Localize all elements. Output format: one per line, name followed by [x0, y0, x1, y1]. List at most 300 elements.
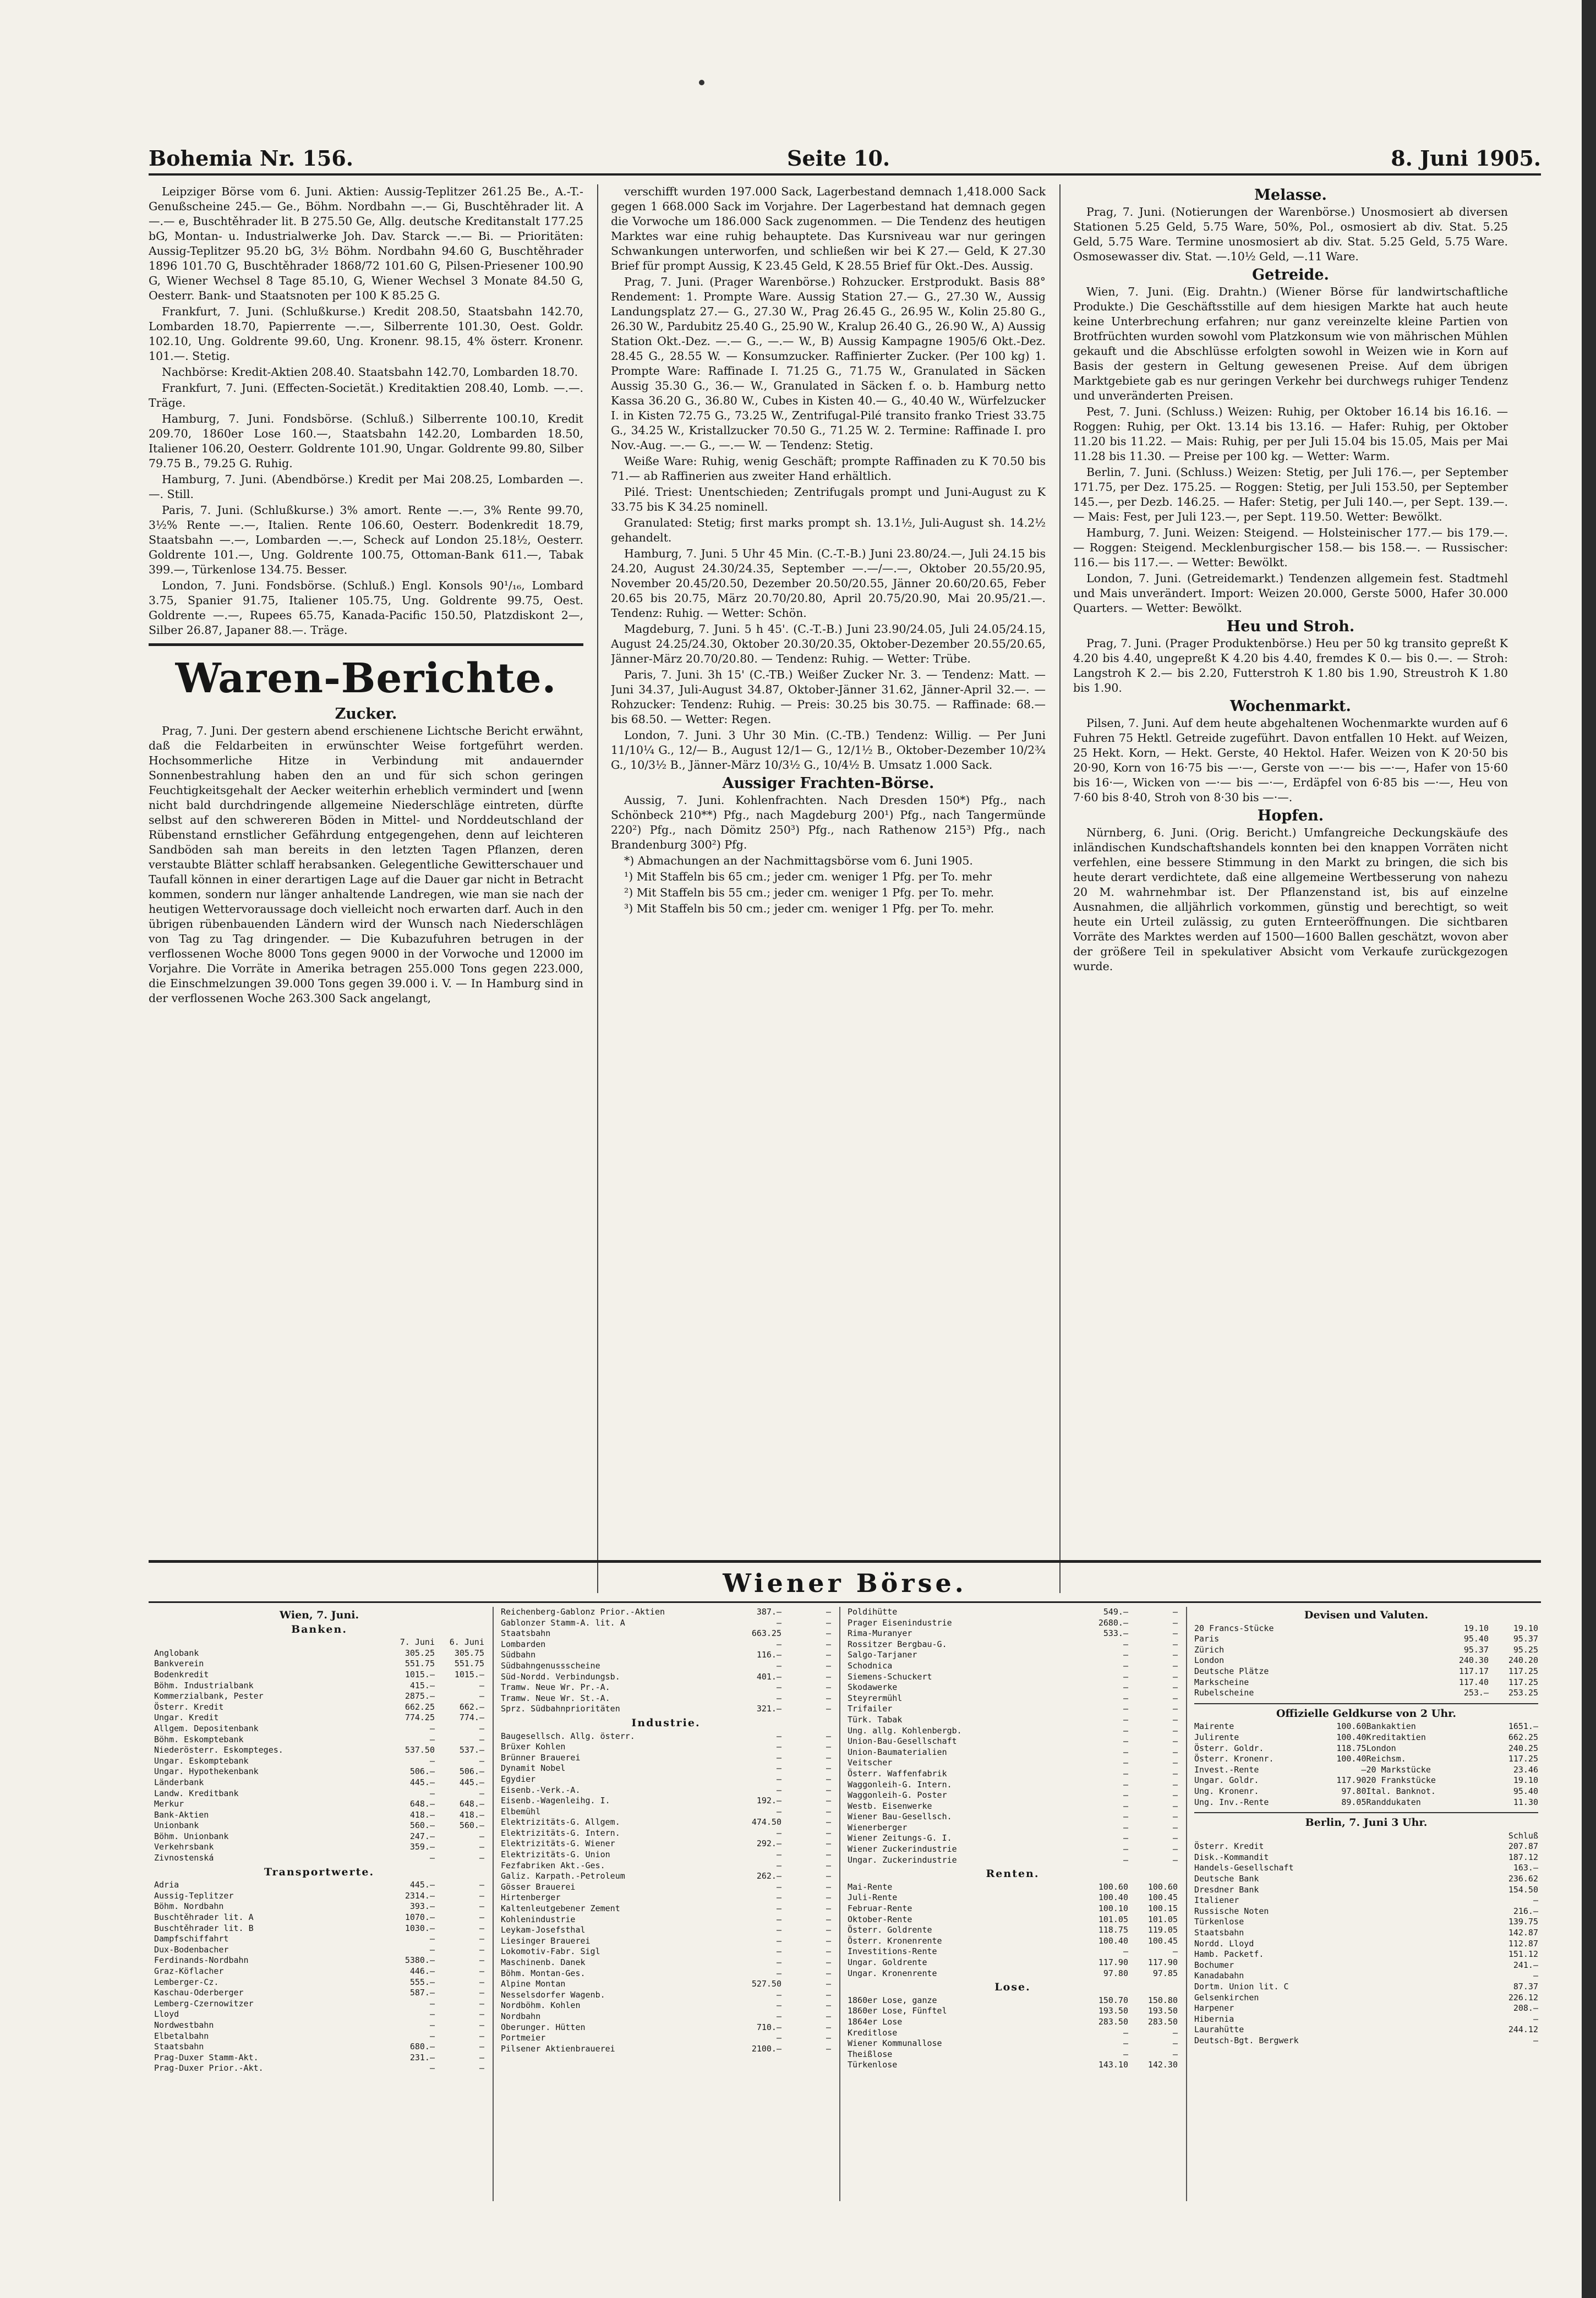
row-value: 401.— — [756, 1671, 781, 1682]
row-label: Aussig-Teplitzer — [154, 1890, 234, 1901]
row-value: 89.05 — [1341, 1797, 1367, 1807]
table-row — [501, 1785, 831, 1796]
row-value: 305.25 — [405, 1648, 435, 1658]
row-value: — — [826, 1704, 831, 1714]
market-report: London, 7. Juni. (Getreidemarkt.) Tendenzen allgemein fest. Stadtmehl und Mais unverändert. Import: Weizen 20.000, Gerste 5000, Hafer 30.000 Quarters. — Wetter: Bewölkt. — [1073, 572, 1508, 615]
row-value: — — [479, 1880, 484, 1890]
table-row — [1194, 1917, 1538, 1928]
row-value: 100.40 — [1336, 1732, 1367, 1742]
row-label: Dux-Bodenbacher — [154, 1944, 229, 1955]
row-value: — — [826, 2000, 831, 2011]
row-value: — — [1172, 1854, 1178, 1865]
row-label: Nordwestbahn — [154, 2020, 214, 2030]
row-value: 163.— — [1513, 1863, 1538, 1873]
row-label: Prag-Duxer Stamm-Akt. — [154, 2052, 259, 2062]
row-value: — — [826, 1763, 831, 1774]
row-value: 240.25 — [1508, 1743, 1538, 1753]
row-value: 117.90 — [1098, 1957, 1128, 1967]
row-value: 95.37 — [1463, 1644, 1489, 1655]
row-value: 143.10 — [1098, 2060, 1128, 2070]
table-row — [154, 1745, 484, 1756]
row-label: Veitscher — [848, 1758, 893, 1768]
table-row — [1194, 1874, 1538, 1885]
row-value: 95.40 — [1463, 1634, 1489, 1644]
row-value: 100.45 — [1147, 1935, 1178, 1946]
row-value: 648.— — [459, 1799, 484, 1809]
table-row — [1194, 1623, 1538, 1634]
row-label: Staatsbahn — [1194, 1928, 1244, 1938]
row-label: Baugesellsch. Allg. österr. — [501, 1731, 635, 1741]
row-value: — — [826, 1850, 831, 1860]
row-value: 5380.— — [405, 1955, 435, 1966]
row-label: Mai-Rente — [848, 1881, 893, 1892]
table-row — [1194, 1906, 1538, 1917]
table-row — [501, 1607, 831, 1618]
row-value: 774.— — [459, 1712, 484, 1723]
row-label: Zivnostenská — [154, 1853, 214, 1863]
row-value: — — [1172, 2038, 1178, 2049]
row-value: — — [479, 1842, 484, 1852]
page-edge-shadow — [1582, 0, 1596, 2298]
row-value: — — [826, 1682, 831, 1693]
table-row — [848, 1968, 1178, 1979]
row-value: — — [1123, 1704, 1128, 1714]
row-value: Randdukaten — [1366, 1797, 1421, 1807]
row-value: — — [429, 1934, 435, 1944]
row-label: Ung. Kronenr. — [1194, 1786, 1259, 1796]
row-label: Oktober-Rente — [848, 1914, 912, 1924]
row-value: — — [776, 1925, 781, 1935]
row-value: Bankaktien — [1366, 1721, 1416, 1732]
row-value: — — [479, 2031, 484, 2041]
row-value: 97.80 — [1341, 1786, 1367, 1796]
table-row — [154, 2063, 484, 2074]
row-value: — — [826, 1957, 831, 1967]
table-row — [154, 1912, 484, 1923]
row-value: — — [826, 1742, 831, 1752]
row-value: 418.— — [409, 1809, 435, 1820]
market-report: Magdeburg, 7. Juni. 5 h 45'. (C.-T.-B.) Juni 23.90/24.05, Juli 24.05/24.15, August 24.25/24.30, Oktober 20.30/20.35, Oktober-Dezember 20.55/20.65, Jänner-März 20.70/20.80. — Tendenz: Ruhig. — Wetter: Trübe. — [611, 622, 1046, 665]
row-value: 117.25 — [1508, 1677, 1538, 1687]
table-row — [501, 1763, 831, 1774]
column-1 — [149, 184, 583, 1549]
lose-title: Lose. — [994, 1981, 1031, 1994]
row-label: Tramw. Neue Wr. St.-A. — [501, 1693, 610, 1703]
boerse-col-banken — [154, 1607, 484, 2074]
table-row — [154, 1712, 484, 1724]
table-row — [1194, 1895, 1538, 1906]
row-label: Österr. Kredit — [154, 1701, 224, 1712]
row-value: — — [1172, 1768, 1178, 1779]
row-value: — — [776, 1731, 781, 1741]
table-row — [1194, 1960, 1538, 1971]
row-label: Unionbank — [154, 1820, 199, 1831]
row-value: — — [1172, 1736, 1178, 1747]
row-value: 1651.— — [1508, 1721, 1538, 1732]
table-row — [1194, 1743, 1538, 1754]
row-value: — — [1123, 1725, 1128, 1736]
table-row — [848, 1892, 1178, 1903]
row-label: Ungar. Eskomptebank — [154, 1755, 249, 1766]
wochenmarkt-text: Pilsen, 7. Juni. Auf dem heute abgehaltenen Wochenmarkte wurden auf 6 Fuhren 75 Hektl. Getreide zugeführt. Davon entfallen 10 Hekt. auf Weizen, 25 Hekt. Korn, — Hekt. Gerste, 40 Hektol. Hafer. Weizen von K 20·50 bis 20·90, Korn von 16·75 bis —·—, Gerste von —·— bis —·—, Hafer von 15·60 bis 16·—, Wicken von —·— bis —·—, Erdäpfel von 6·85 bis —·—, Heu von 7·60 bis 8·40, Stroh von 8·30 bis —·—. — [1073, 716, 1508, 804]
ink-dot — [699, 80, 704, 85]
row-label: Wiener Bau-Gesellsch. — [848, 1812, 952, 1822]
melasse-text: Prag, 7. Juni. (Notierungen der Warenbörse.) Unosmosiert ab diversen Stationen 5.25 Geld, 5.75 Ware, 50%, Pol., osmosiert ab div. Stat. 5.25 Geld, 5.75 Ware. Termine unosmosiert ab div. Stat. 5.25 Geld, 5.75 Ware. Osmosewasser div. Stat. —.10½ Geld, —.11 Ware. — [1073, 205, 1508, 263]
row-value: — — [776, 1957, 781, 1967]
row-value: — — [826, 1892, 831, 1903]
table-row — [501, 1861, 831, 1872]
market-report: Wien, 7. Juni. (Eig. Drahtn.) (Wiener Börse für landwirtschaftliche Produkte.) Die Geschäftsstille auf dem hiesigen Markte hat auch heute keine Unterbrechung erfahren; nur ganz vereinzelte kleine Partien von Brotfrüchten wurden sowohl vom Platzkonsum wie von mährischen Mühlen gekauft und die Abschlüsse erfolgten sowohl in Weizen wie in Korn auf Basis der gestern in Geltung gewesenen Preise. Auf dem übrigen Marktgebiete gab es nur geringen Verkehr bei durchwegs ruhiger Tendenz und unveränderten Preisen. — [1073, 285, 1508, 402]
row-value: — — [429, 1734, 435, 1744]
table-rule — [1194, 1703, 1538, 1704]
banken-head: 7. Juni 6. Juni — [400, 1637, 484, 1648]
wiener-boerse-table — [149, 1560, 1541, 2212]
table-row — [154, 1842, 484, 1853]
row-label: Nordd. Lloyd — [1194, 1938, 1254, 1949]
row-value: 2100.— — [751, 2043, 781, 2054]
boerse-col-devisen — [1194, 1607, 1538, 2047]
column-rule — [597, 184, 598, 1593]
row-value: 11.30 — [1513, 1797, 1538, 1807]
row-label: Elektrizitäts-G. Intern. — [501, 1828, 620, 1838]
market-report: Hamburg, 7. Juni. (Abendbörse.) Kredit per Mai 208.25, Lombarden —.—. Still. — [149, 473, 583, 501]
table-row — [848, 1844, 1178, 1855]
row-value: — — [776, 1903, 781, 1914]
row-value: 112.87 — [1508, 1938, 1538, 1949]
row-label: Mairente — [1194, 1721, 1234, 1732]
row-label: Ungar. Kredit — [154, 1712, 219, 1723]
row-value: — — [479, 2042, 484, 2052]
row-value: 100.60 — [1098, 1881, 1128, 1892]
table-row — [501, 1882, 831, 1893]
row-value: — — [826, 1752, 831, 1763]
row-value: 253.— — [1463, 1688, 1489, 1698]
heu-title: Heu und Stroh. — [1226, 618, 1355, 635]
row-value: 555.— — [409, 1977, 435, 1987]
table-row — [154, 1977, 484, 1988]
row-value: 208.— — [1513, 2003, 1538, 2014]
row-label: Lemberg-Czernowitzer — [154, 1998, 254, 2009]
market-report: Nachbörse: Kredit-Aktien 208.40. Staatsbahn 142.70, Lombarden 18.70. — [162, 365, 578, 379]
table-row — [848, 1693, 1178, 1704]
row-value: — — [479, 1966, 484, 1976]
market-report: Paris, 7. Juni. 3h 15' (C.-TB.) Weißer Zucker Nr. 3. — Tendenz: Matt. — Juni 34.37, Juli-August 34.87, Oktober-Jänner 31.62, Jänner-April 32.—. — Rohzucker: Tendenz: Ruhig. — Preis: 30.25 bis 30.75. — Raffinade: 68.— bis 68.50. — Wetter: Regen. — [611, 668, 1046, 726]
row-value: 1015.— — [405, 1669, 435, 1679]
row-value: 187.12 — [1508, 1852, 1538, 1862]
row-label: Kreditlose — [848, 2027, 898, 2038]
row-value: — — [479, 1934, 484, 1944]
row-label: Merkur — [154, 1799, 184, 1809]
row-label: Februar-Rente — [848, 1903, 912, 1914]
table-row — [848, 1925, 1178, 1936]
row-value: — — [1172, 1704, 1178, 1714]
row-value: 119.05 — [1147, 1925, 1178, 1935]
row-value: 142.87 — [1508, 1928, 1538, 1938]
row-label: Reichenberg-Gablonz Prior.-Aktien — [501, 1607, 665, 1617]
table-row — [848, 1715, 1178, 1726]
row-value: — — [1123, 1779, 1128, 1790]
table-row — [501, 2044, 831, 2055]
row-value: — — [776, 2000, 781, 2011]
row-value: 193.50 — [1147, 2006, 1178, 2016]
row-label: Leykam-Josefsthal — [501, 1925, 586, 1935]
row-value: — — [826, 1660, 831, 1671]
row-value: 1015.— — [454, 1669, 484, 1679]
table-row — [501, 1618, 831, 1629]
row-label: Liesinger Brauerei — [501, 1935, 591, 1946]
row-value: — — [776, 2033, 781, 2043]
row-label: Tramw. Neue Wr. Pr.-A. — [501, 1682, 610, 1693]
table-row — [154, 1756, 484, 1767]
row-value: — — [429, 2031, 435, 2041]
table-row — [848, 2049, 1178, 2060]
market-report: Hamburg, 7. Juni. Fondsbörse. (Schluß.) Silberrente 100.10, Kredit 209.70, 1860er Lose 160.—, Staatsbahn 142.20, Lombarden 18.50, Italiener 106.20, Oesterr. Goldrente 101.90, Ungar. Goldrente 99.80, Silber 79.75 B., 79.25 G. Ruhig. — [149, 412, 583, 470]
row-value: 117.17 — [1458, 1666, 1489, 1676]
row-value: — — [826, 1881, 831, 1892]
table-row — [154, 1670, 484, 1681]
row-value: — — [826, 1785, 831, 1795]
row-value: — — [479, 2009, 484, 2020]
row-value: — — [1172, 1671, 1178, 1682]
row-value: 662.25 — [1508, 1732, 1538, 1742]
table-row — [154, 1891, 484, 1902]
row-label: Salgo-Tarjaner — [848, 1650, 917, 1660]
row-value: 549.— — [1103, 1607, 1128, 1617]
table-row — [501, 1672, 831, 1683]
row-label: Dynamit Nobel — [501, 1763, 566, 1774]
row-value: — — [429, 1853, 435, 1863]
row-label: Allgem. Depositenbank — [154, 1723, 259, 1733]
row-value: — — [776, 1881, 781, 1892]
table-row — [154, 1880, 484, 1891]
table-row — [848, 1995, 1178, 2006]
row-label: Theißlose — [848, 2049, 893, 2059]
row-value: 192.— — [756, 1796, 781, 1806]
table-row — [154, 1777, 484, 1788]
row-label: Wienerberger — [848, 1822, 908, 1832]
row-value: 101.05 — [1098, 1914, 1128, 1924]
row-label: Kanadabahn — [1194, 1971, 1244, 1981]
row-label: Portmeier — [501, 2033, 546, 2043]
row-value: — — [1123, 1736, 1128, 1747]
getreide-text — [1073, 284, 1508, 616]
row-value: — — [826, 1979, 831, 1989]
row-value: 393.— — [409, 1901, 435, 1912]
row-label: Elbetalbahn — [154, 2031, 209, 2041]
table-row — [1194, 1754, 1538, 1765]
row-value: — — [1172, 1639, 1178, 1649]
zucker-title: Zucker. — [335, 705, 397, 723]
row-label: Bankverein — [154, 1659, 204, 1669]
table-row — [1194, 2014, 1538, 2025]
row-label: Kommerzialbank, Pester — [154, 1691, 264, 1701]
row-value: — — [826, 2022, 831, 2032]
row-label: Handels-Gesellschaft — [1194, 1863, 1294, 1873]
row-value: — — [1123, 1671, 1128, 1682]
melasse-title: Melasse. — [1254, 187, 1327, 204]
row-value: 662.— — [459, 1701, 484, 1712]
row-label: Buschtěhrader lit. B — [154, 1923, 254, 1933]
row-value: — — [1172, 2027, 1178, 2038]
table-row — [1194, 1949, 1538, 1960]
row-label: Ung. Inv.-Rente — [1194, 1797, 1269, 1807]
row-value: — — [479, 1755, 484, 1766]
table-row — [1194, 1928, 1538, 1939]
row-value: — — [429, 2063, 435, 2073]
table-row — [154, 2031, 484, 2042]
row-value: 527.50 — [751, 1979, 781, 1989]
table-row — [154, 1799, 484, 1810]
row-label: Oberunger. Hütten — [501, 2022, 586, 2032]
table-row — [1194, 1765, 1538, 1776]
row-label: Gösser Brauerei — [501, 1881, 576, 1892]
row-value: 244.12 — [1508, 2025, 1538, 2035]
row-value: 587.— — [409, 1988, 435, 1998]
row-value: 560.— — [459, 1820, 484, 1831]
row-value: — — [479, 1955, 484, 1966]
row-label: Niederösterr. Eskompteges. — [154, 1745, 283, 1755]
row-value: — — [1123, 1812, 1128, 1822]
row-label: Deutsche Plätze — [1194, 1666, 1269, 1676]
row-value: — — [1172, 1693, 1178, 1703]
market-report: Hamburg, 7. Juni. Weizen: Steigend. — Holsteinischer 177.— bis 179.—. — Roggen: Steigend. Mecklenburgischer 158.— bis 158.—. — Russischer: 116.— bis 117.—. — Wetter: Bewölkt. — [1073, 526, 1508, 569]
market-report: verschifft wurden 197.000 Sack, Lagerbestand demnach 1,418.000 Sack gegen 1 668.000 Sack im Vorjahre. Der Lagerbestand hat demnach gegen die Vorwoche um 186.000 Sack zugenommen. — Die Tendenz des heutigen Marktes war eine ruhig behauptete. Das Kursniveau war nur geringen Schwankungen unterworfen, und schließen wir bei K 27.— Geld, K 27.30 Brief für prompt Aussig, K 23.45 Geld, K 28.55 Brief für Okt.-Des. Aussig. — [611, 185, 1046, 272]
row-label: Union-Bau-Gesellschaft — [848, 1736, 957, 1747]
row-label: Paris — [1194, 1634, 1220, 1644]
wiener-boerse-title: Wiener Börse. — [149, 1563, 1541, 1603]
row-value: 116.— — [756, 1650, 781, 1660]
row-value: 262.— — [756, 1871, 781, 1881]
row-value: London — [1366, 1743, 1396, 1753]
row-value: — — [479, 2052, 484, 2062]
table-row — [1194, 1993, 1538, 2004]
row-label: Disk.-Kommandit — [1194, 1852, 1269, 1862]
row-label: Nesselsdorfer Wagenb. — [501, 1989, 605, 2000]
table-row — [1194, 2003, 1538, 2014]
row-value: — — [826, 1946, 831, 1957]
table-row — [848, 1628, 1178, 1639]
row-value: 150.70 — [1098, 1995, 1128, 2005]
row-label: Fezfabriken Akt.-Ges. — [501, 1860, 605, 1870]
row-label: Türkenlose — [848, 2060, 898, 2070]
row-label: Kaltenleutgebener Zement — [501, 1903, 620, 1914]
row-label: Markscheine — [1194, 1677, 1249, 1687]
row-value: — — [479, 2020, 484, 2030]
table-row — [848, 1936, 1178, 1947]
row-value: 2314.— — [405, 1890, 435, 1901]
table-row — [1194, 2025, 1538, 2036]
berlin-title: Berlin, 7. Juni 3 Uhr. — [1305, 1816, 1428, 1829]
row-value: 662.25 — [405, 1701, 435, 1712]
row-value: — — [776, 1763, 781, 1774]
row-value: 117.40 — [1458, 1677, 1489, 1687]
row-value: — — [776, 1660, 781, 1671]
table-row — [1194, 1982, 1538, 1993]
page-header — [149, 140, 1541, 176]
row-value: — — [826, 1671, 831, 1682]
row-label: Elektrizitäts-G. Union — [501, 1850, 610, 1860]
geldkurse-title: Offizielle Geldkurse von 2 Uhr. — [1276, 1707, 1457, 1720]
table-row — [501, 1914, 831, 1925]
table-row — [154, 1820, 484, 1831]
row-value: — — [1172, 1758, 1178, 1768]
row-value: 20 Markstücke — [1366, 1764, 1431, 1775]
header-publication: Bohemia Nr. 156. — [149, 146, 354, 171]
row-value: 151.12 — [1508, 1949, 1538, 1960]
transport-title: Transportwerte. — [264, 1865, 375, 1878]
boerse-col-renten — [848, 1607, 1178, 2071]
row-value: — — [1172, 1747, 1178, 1757]
row-label: Ungar. Kronenrente — [848, 1968, 937, 1978]
table-row — [848, 1801, 1178, 1812]
row-value: — — [1172, 1617, 1178, 1628]
row-value: 418.— — [459, 1809, 484, 1820]
row-value: — — [1172, 1682, 1178, 1693]
row-label: Österr. Kronenrente — [848, 1935, 942, 1946]
table-row — [154, 2020, 484, 2031]
row-value: — — [826, 1860, 831, 1870]
row-label: London — [1194, 1655, 1225, 1666]
table-row — [848, 1769, 1178, 1780]
market-report: Weiße Ware: Ruhig, wenig Geschäft; prompte Raffinaden zu K 70.50 bis 71.— ab Raffinerien aus zweiter Hand erhältlich. — [611, 455, 1046, 483]
row-label: Brüxer Kohlen — [501, 1742, 566, 1752]
row-value: 533.— — [1103, 1628, 1128, 1639]
row-label: Egydier — [501, 1774, 536, 1784]
waren-berichte-title: Waren-Berichte. — [175, 655, 557, 702]
table-row — [848, 1957, 1178, 1968]
row-value: — — [1172, 1801, 1178, 1811]
row-value: — — [776, 1682, 781, 1693]
row-value: — — [1123, 1660, 1128, 1671]
row-label: Rubelscheine — [1194, 1688, 1254, 1698]
row-value: — — [826, 1639, 831, 1649]
row-value: 236.62 — [1508, 1874, 1538, 1884]
row-value: 19.10 — [1513, 1623, 1538, 1633]
table-row — [1194, 1786, 1538, 1797]
renten-title: Renten. — [986, 1868, 1040, 1880]
row-value: 117.25 — [1508, 1666, 1538, 1676]
row-value: — — [826, 1806, 831, 1816]
row-value: 321.— — [756, 1704, 781, 1714]
row-value: 240.30 — [1458, 1655, 1489, 1666]
row-label: Kaschau-Oderberger — [154, 1988, 244, 1998]
row-label: Wiener Zeitungs-G. I. — [848, 1833, 952, 1843]
row-value: 100.40 — [1098, 1892, 1128, 1903]
row-value: 446.— — [409, 1966, 435, 1976]
row-label: Trifailer — [848, 1704, 893, 1714]
table-row — [154, 1648, 484, 1659]
row-value: 551.75 — [454, 1659, 484, 1669]
row-label: Dampfschiffahrt — [154, 1934, 229, 1944]
footnote: ¹) Mit Staffeln bis 65 cm.; jeder cm. weniger 1 Pfg. per To. mehr — [624, 870, 992, 883]
table-row — [1194, 1666, 1538, 1677]
zucker-notierungen — [611, 184, 1046, 773]
row-value: — — [776, 1806, 781, 1816]
row-value: — — [479, 1680, 484, 1690]
row-value: 100.10 — [1098, 1903, 1128, 1914]
table-row — [848, 1747, 1178, 1758]
row-value: — — [1123, 1650, 1128, 1660]
row-value: 283.50 — [1147, 2016, 1178, 2027]
table-row — [501, 1753, 831, 1764]
row-value: 193.50 — [1098, 2006, 1128, 2016]
row-label: Österr. Waffenfabrik — [848, 1768, 947, 1779]
table-row — [1194, 1645, 1538, 1656]
row-value: 95.25 — [1513, 1644, 1538, 1655]
row-value: — — [826, 1935, 831, 1946]
row-label: Türkenlose — [1194, 1917, 1244, 1927]
row-label: Julirente — [1194, 1732, 1239, 1742]
